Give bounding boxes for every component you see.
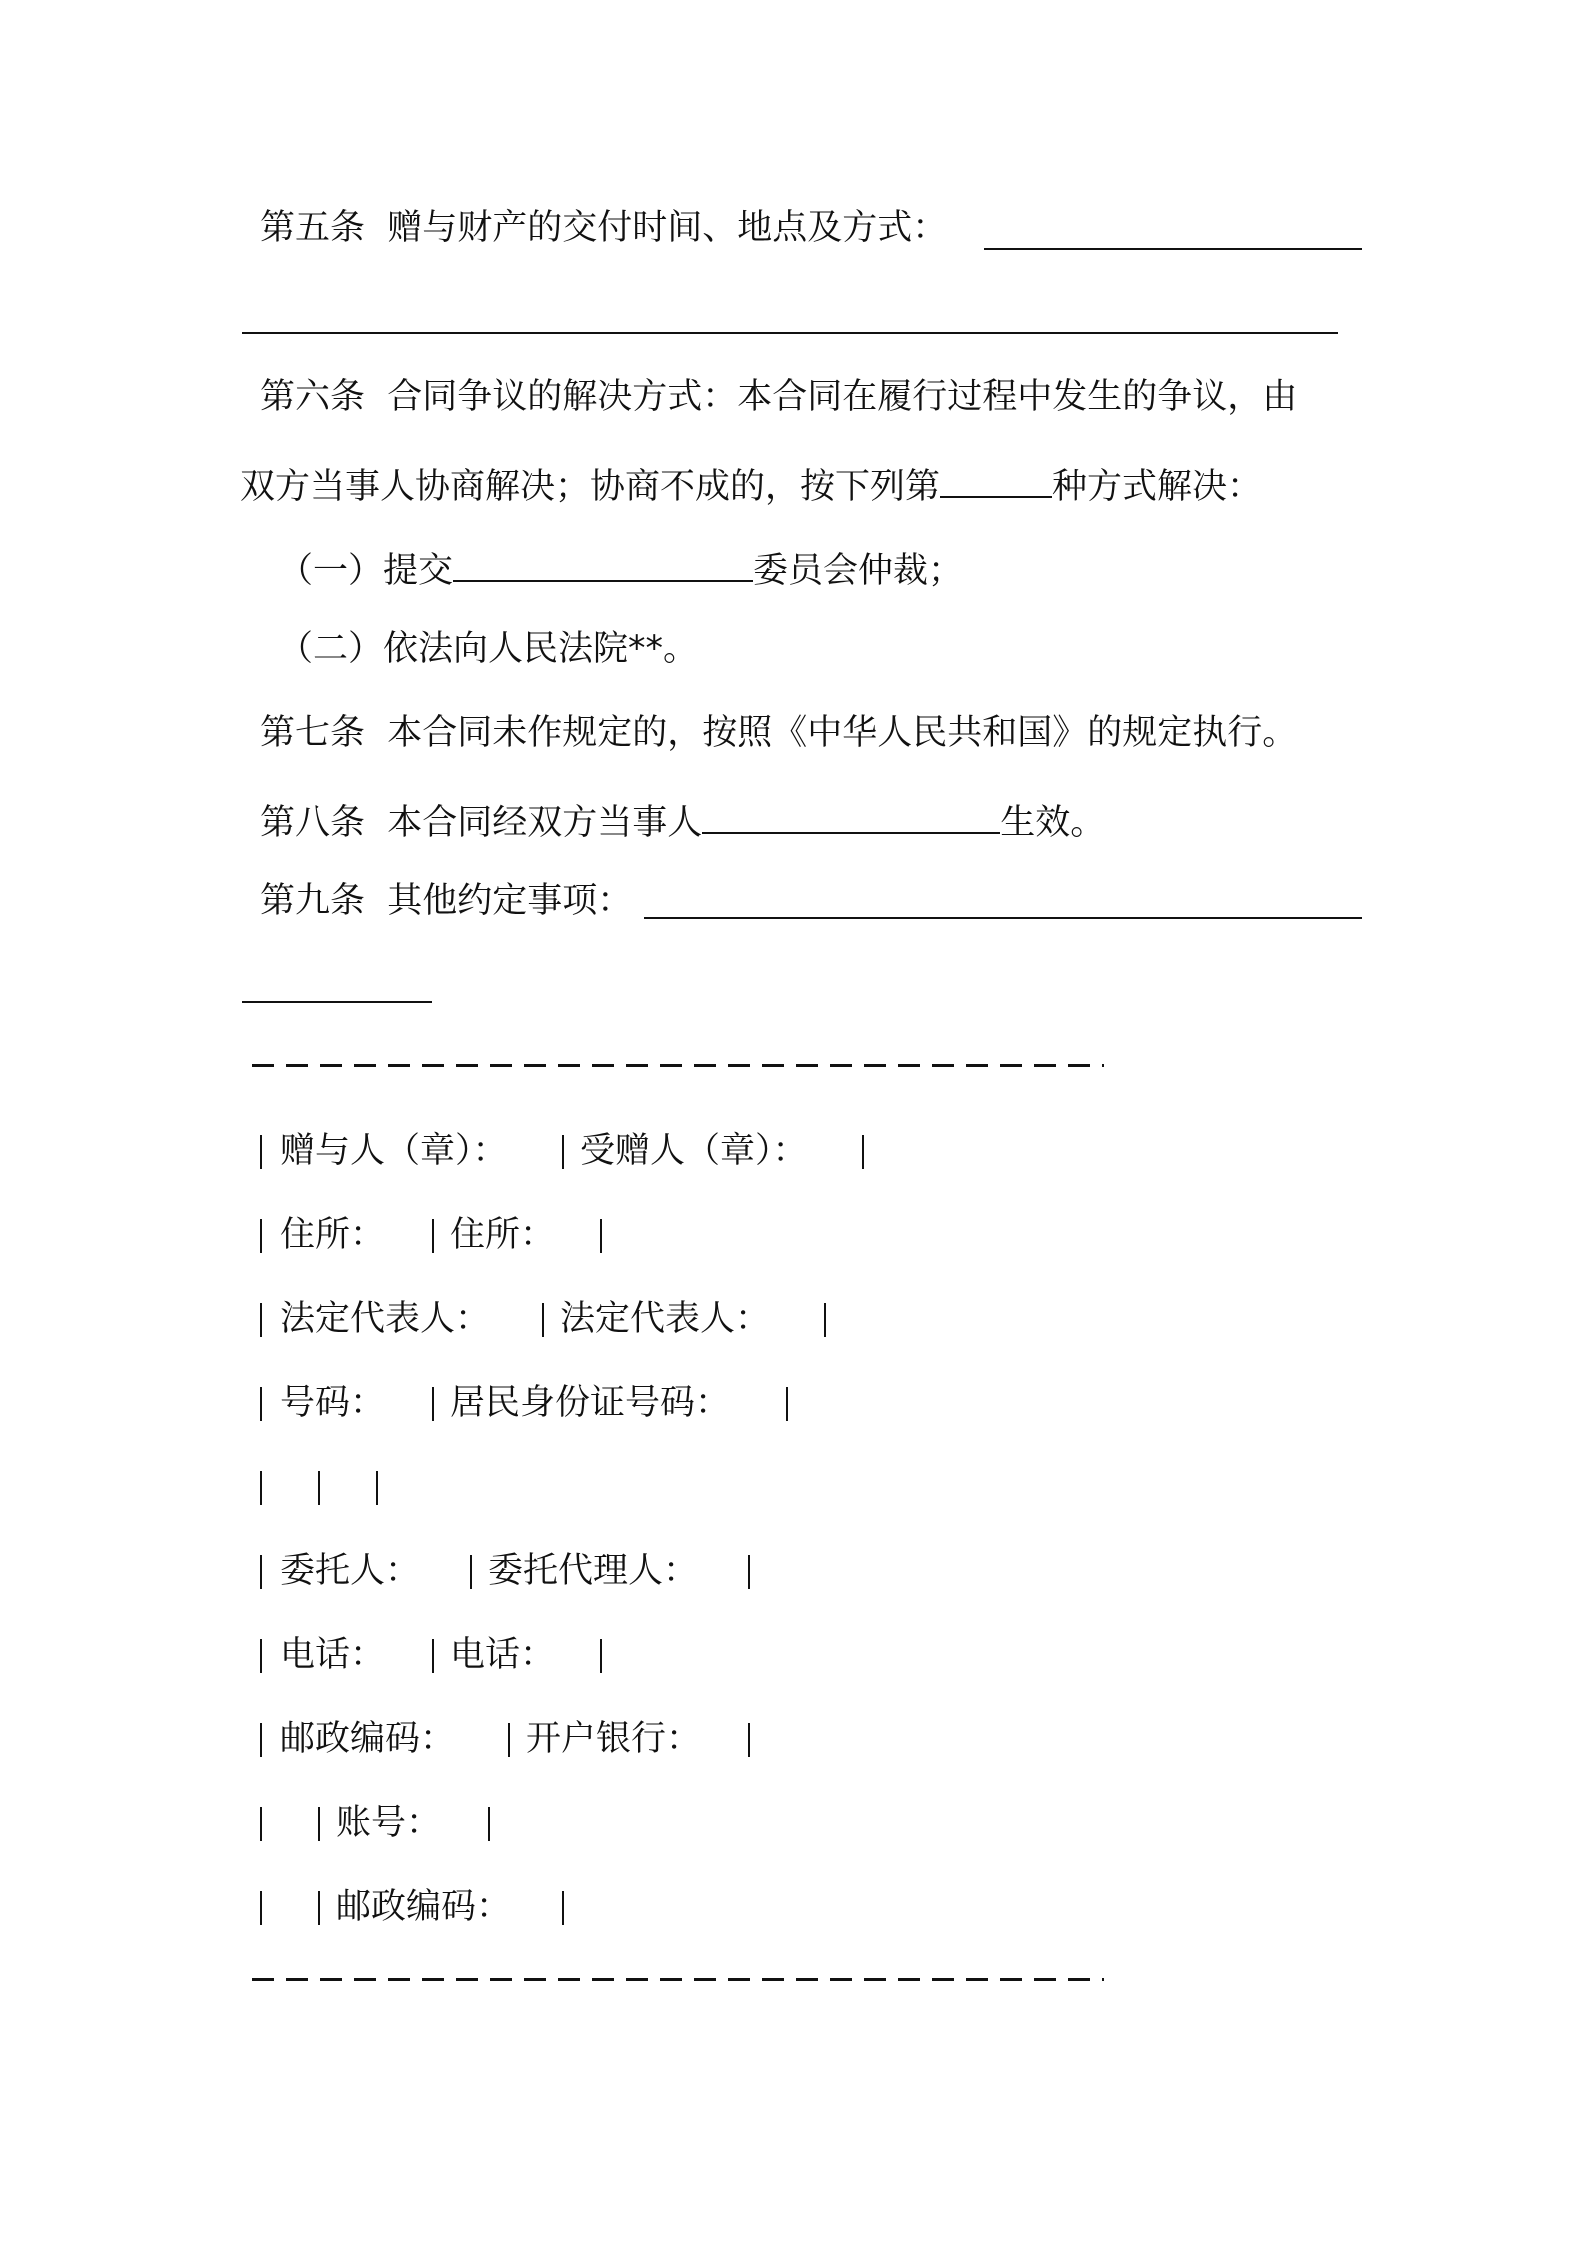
table-divider xyxy=(376,1471,378,1505)
article-6-line-1 xyxy=(260,374,1297,420)
table-divider xyxy=(318,1891,320,1925)
donee-address-label: 住所： xyxy=(450,1215,556,1255)
article-9-blank-continued xyxy=(242,1001,432,1003)
table-divider xyxy=(260,1219,262,1253)
article-7-text: 本合同未作规定的，按照《中华人民共和国》的规定执行。 xyxy=(387,713,1298,753)
article-6-label: 第六条 xyxy=(260,377,366,417)
donee-legal-rep-label: 法定代表人： xyxy=(560,1299,771,1339)
table-divider xyxy=(432,1639,434,1673)
table-divider xyxy=(600,1219,602,1253)
donor-address-label: 住所： xyxy=(280,1215,386,1255)
article-6-option-2 xyxy=(278,626,698,672)
table-divider xyxy=(432,1387,434,1421)
table-divider xyxy=(508,1723,510,1757)
article-5-text: 赠与财产的交付时间、地点及方式： xyxy=(387,208,948,248)
article-6-line-2 xyxy=(240,458,1262,510)
donor-agent-label: 委托人： xyxy=(280,1551,421,1591)
donor-legal-rep-label: 法定代表人： xyxy=(280,1299,491,1339)
option-1-blank xyxy=(453,542,753,582)
article-8-label: 第八条 xyxy=(260,803,366,843)
donor-phone-label: 电话： xyxy=(280,1635,386,1675)
table-divider xyxy=(260,1471,262,1505)
article-9-text: 其他约定事项： xyxy=(387,881,633,921)
article-9-blank xyxy=(644,917,1362,919)
table-divider xyxy=(260,1723,262,1757)
article-5-blank xyxy=(984,248,1362,250)
table-divider xyxy=(862,1135,864,1169)
table-divider xyxy=(748,1723,750,1757)
table-divider xyxy=(562,1891,564,1925)
article-8-blank xyxy=(702,794,1000,834)
donee-postcode-label: 邮政编码： xyxy=(336,1887,512,1927)
table-divider xyxy=(432,1219,434,1253)
table-divider xyxy=(260,1303,262,1337)
option-1-text-a: （一）提交 xyxy=(278,551,454,591)
table-divider xyxy=(260,1639,262,1673)
table-divider xyxy=(600,1639,602,1673)
table-bottom-dashed-border xyxy=(252,1978,1104,1981)
article-7 xyxy=(260,710,1297,756)
donee-id-number-label: 居民身份证号码： xyxy=(450,1383,731,1423)
article-9-label: 第九条 xyxy=(260,881,366,921)
table-top-dashed-border xyxy=(252,1064,1104,1067)
donee-bank-label: 开户银行： xyxy=(526,1719,702,1759)
table-divider xyxy=(260,1387,262,1421)
option-2-text: （二）依法向人民法院**。 xyxy=(278,629,699,669)
article-5-label: 第五条 xyxy=(260,208,366,248)
table-divider xyxy=(824,1303,826,1337)
table-divider xyxy=(260,1135,262,1169)
article-9 xyxy=(260,878,632,924)
article-6-text-1: 合同争议的解决方式：本合同在履行过程中发生的争议，由 xyxy=(387,377,1298,417)
donee-phone-label: 电话： xyxy=(450,1635,556,1675)
option-1-text-b: 委员会仲裁； xyxy=(753,551,964,591)
donor-number-label: 号码： xyxy=(280,1383,386,1423)
article-6-text-2a: 双方当事人协商解决；协商不成的，按下列第 xyxy=(240,467,941,507)
article-7-label: 第七条 xyxy=(260,713,366,753)
donee-seal-label: 受赠人（章）： xyxy=(580,1131,808,1171)
article-6-option-1 xyxy=(278,542,963,594)
article-6-text-2b: 种方式解决： xyxy=(1052,467,1263,507)
article-6-method-blank xyxy=(940,458,1052,498)
table-divider xyxy=(318,1807,320,1841)
table-divider xyxy=(260,1807,262,1841)
donor-seal-label: 赠与人（章）： xyxy=(280,1131,508,1171)
article-8-text-a: 本合同经双方当事人 xyxy=(387,803,703,843)
article-5 xyxy=(260,205,947,251)
table-divider xyxy=(542,1303,544,1337)
table-divider xyxy=(260,1555,262,1589)
article-5-blank-continued xyxy=(242,332,1338,334)
table-divider xyxy=(748,1555,750,1589)
table-divider xyxy=(488,1807,490,1841)
table-divider xyxy=(318,1471,320,1505)
donor-postcode-label: 邮政编码： xyxy=(280,1719,456,1759)
donee-agent-label: 委托代理人： xyxy=(488,1551,699,1591)
article-8-text-b: 生效。 xyxy=(1000,803,1106,843)
table-divider xyxy=(786,1387,788,1421)
article-8 xyxy=(260,794,1105,846)
table-divider xyxy=(260,1891,262,1925)
table-divider xyxy=(562,1135,564,1169)
donee-account-label: 账号： xyxy=(336,1803,442,1843)
table-divider xyxy=(470,1555,472,1589)
